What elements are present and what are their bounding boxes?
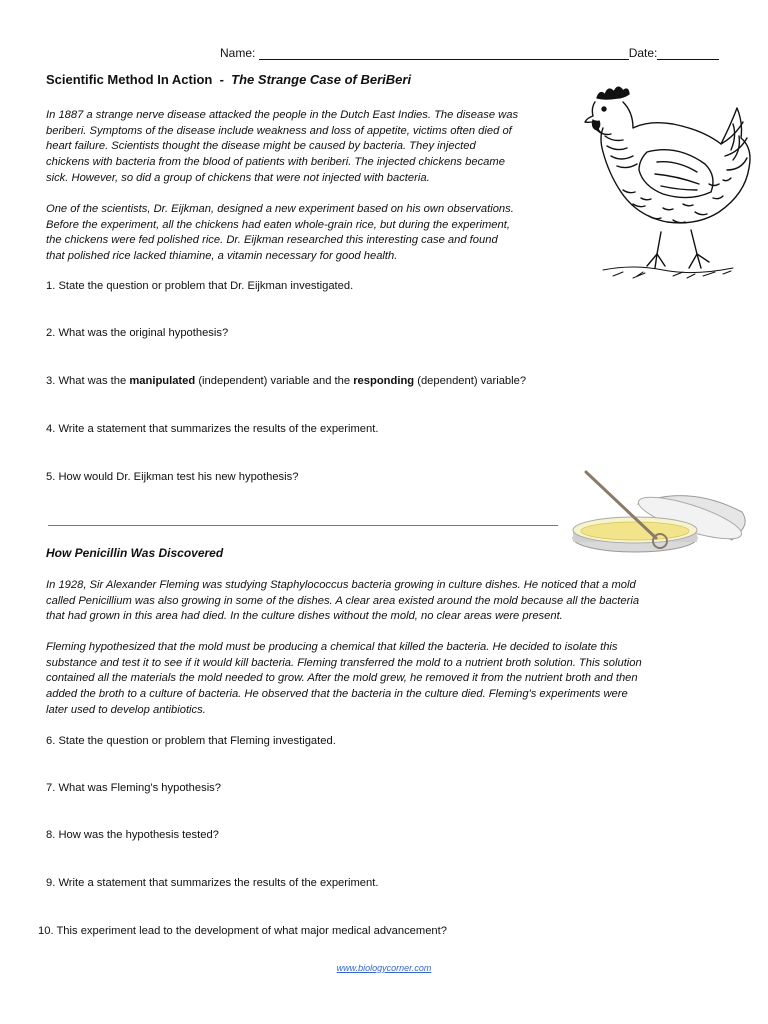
title-main: Scientific Method In Action [46,72,213,87]
paragraph-line: contained all the materials the mold needed to grow. After the mold grew, he removed it from the nutrient broth and then [46,672,638,685]
title-subtitle: The Strange Case of BeriBeri [231,72,412,87]
paragraph-line: substance and test it to see if it would kill bacteria. Fleming transferred the mold to a nutrient broth solution. This solution [46,656,642,669]
question-5: 5. How would Dr. Eijkman test his new hypothesis? [46,471,299,483]
footer-link[interactable]: www.biologycorner.com [336,963,432,973]
paragraph-line: the chickens were fed polished rice. Dr. Eijkman researched this interesting case and found [46,234,498,247]
section-divider [48,525,558,526]
question-3-part: 3. What was the [46,375,130,387]
question-7: 7. What was Fleming's hypothesis? [46,782,221,794]
paragraph-line: Fleming hypothesized that the mold must be producing a chemical that killed the bacteria. He decided to isolate this [46,641,618,653]
petri-dish-icon [570,468,750,568]
paragraph-line: added the broth to a culture of bacteria. He observed that the bacteria in the culture died. Fleming's experiments were [46,688,628,701]
date-label: Date: [628,46,658,60]
paragraph-line: chickens with bacteria from the blood of patients with beriberi. The injected chickens became [46,156,505,169]
question-3 [46,375,526,387]
name-label: Name: [220,46,256,60]
paragraph-line: that polished rice lacked thiamine, a vitamin necessary for good health. [46,250,398,263]
question-9: 9. Write a statement that summarizes the results of the experiment. [46,877,379,889]
paragraph-line: sick. However, so did a group of chickens that were not injected with bacteria. [46,171,430,184]
question-1: 1. State the question or problem that Dr. Eijkman investigated. [46,280,354,292]
question-6: 6. State the question or problem that Fleming investigated. [46,735,336,747]
question-3-part: (dependent) variable? [414,375,527,387]
question-3-responding: responding [353,375,415,387]
question-4: 4. Write a statement that summarizes the results of the experiment. [46,423,379,435]
paragraph-line: One of the scientists, Dr. Eijkman, designed a new experiment based on his own observations. [46,203,514,215]
penicillin-paragraph-2 [46,640,642,719]
paragraph-line: that had grown in this area had died. In the culture dishes without the mold, no clear areas were present. [46,610,563,623]
date-blank[interactable] [657,47,719,60]
paragraph-line: beriberi. Symptoms of the disease include weakness and loss of appetite, victims often died of [46,124,512,137]
question-10: 10. This experiment lead to the development of what major medical advancement? [38,925,447,937]
question-8: 8. How was the hypothesis tested? [46,829,219,841]
name-blank[interactable] [259,47,629,60]
name-date-header [220,46,730,60]
paragraph-line: In 1887 a strange nerve disease attacked the people in the Dutch East Indies. The disease was [46,109,519,121]
paragraph-line: later used to develop antibiotics. [46,703,206,716]
beriberi-paragraph-2 [46,202,514,265]
beriberi-paragraph-1 [46,108,518,187]
question-3-part: (independent) variable and the [195,375,354,387]
penicillin-paragraph-1 [46,578,639,625]
paragraph-line: heart failure. Scientists thought the disease might be caused by bacteria. They injected [46,140,476,153]
page-title [46,72,411,87]
question-2: 2. What was the original hypothesis? [46,327,229,339]
question-3-manipulated: manipulated [129,375,196,387]
penicillin-heading: How Penicillin Was Discovered [46,546,224,560]
title-separator: - [219,72,224,87]
chicken-icon [583,80,753,295]
paragraph-line: In 1928, Sir Alexander Fleming was studying Staphylococcus bacteria growing in culture dishes. He noticed that a mold [46,579,636,591]
paragraph-line: called Penicillium was also growing in some of the dishes. A clear area existed around the mold because all the bacteria [46,594,640,607]
paragraph-line: Before the experiment, all the chickens had eaten whole-grain rice, but during the experiment, [46,218,510,231]
